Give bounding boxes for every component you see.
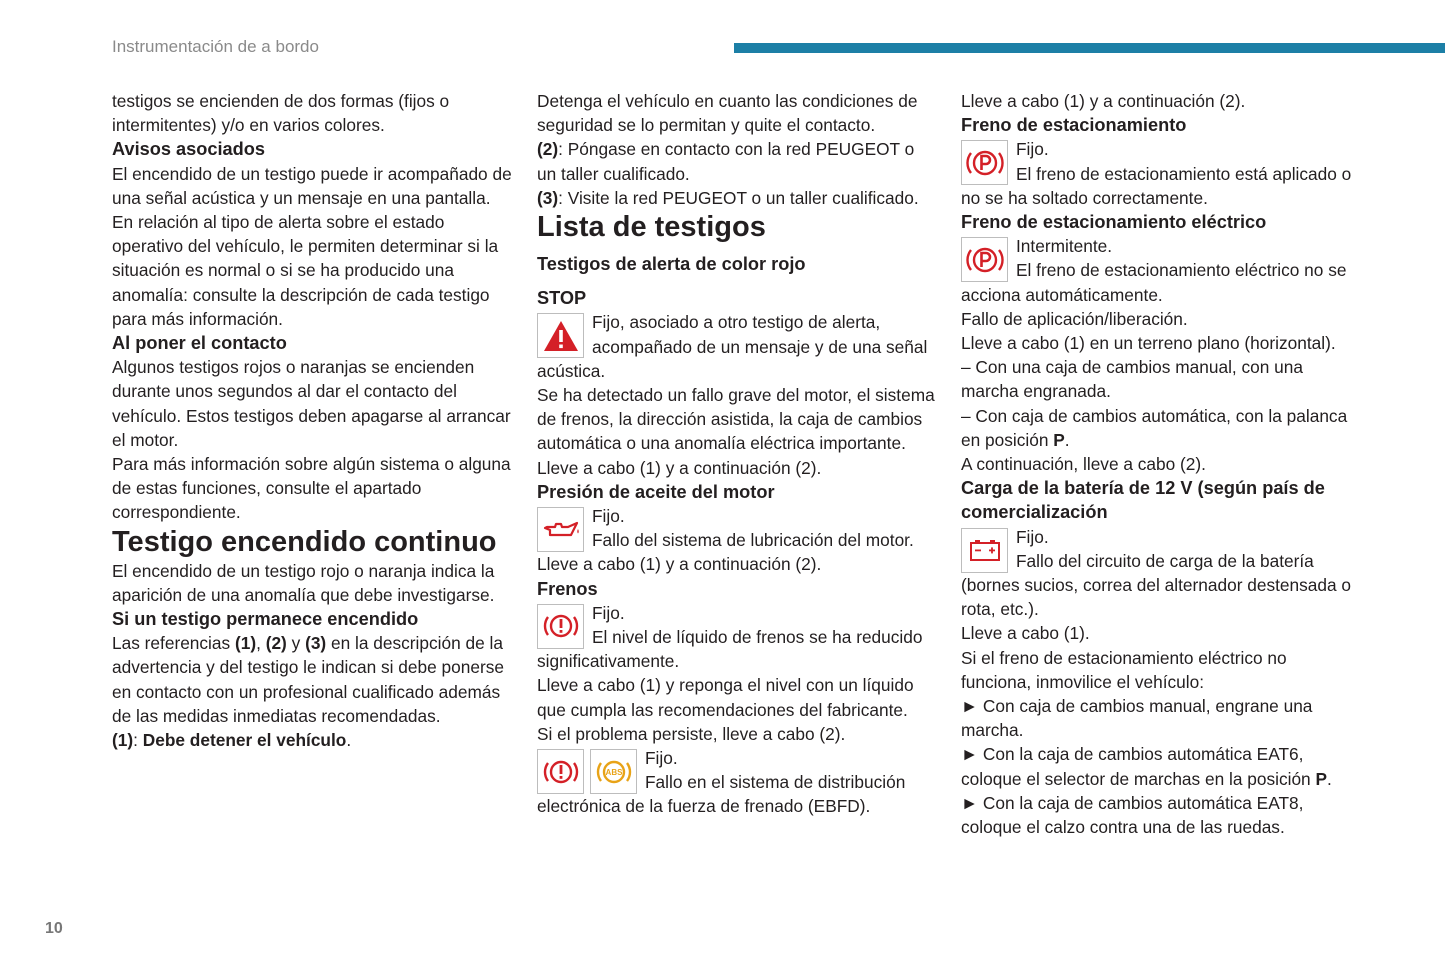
parking-brake-icon <box>961 237 1008 282</box>
paragraph: Si el freno de estacionamiento eléctrico no funciona, inmovilice el vehículo: <box>961 647 1287 692</box>
indicator-aceite <box>537 504 937 552</box>
indicator-text: Fijo, asociado a otro testigo de alerta, acompañado de un mensaje y de una señal acústica. <box>537 312 928 381</box>
indicator-text: Fijo. <box>592 602 625 623</box>
battery-icon <box>961 528 1008 573</box>
heading-freno-electrico: Freno de estacionamiento eléctrico <box>961 212 1267 233</box>
abs-label: ABS <box>605 767 622 777</box>
page-number: 10 <box>45 920 63 937</box>
indicator-freno-estacionamiento <box>961 137 1361 210</box>
paragraph: Lleve a cabo (1) y a continuación (2). <box>537 554 822 575</box>
indicator-frenos <box>537 601 937 674</box>
indicator-ebfd <box>537 746 937 819</box>
paragraph: Si el problema persiste, lleve a cabo (2). <box>537 723 846 744</box>
indicator-stop <box>537 310 937 383</box>
indicator-text: Fijo. <box>1016 526 1049 547</box>
intro-paragraph: testigos se encienden de dos formas (fijos o intermitentes) y/o en varios colores. <box>112 91 450 136</box>
running-header: Instrumentación de a bordo <box>112 37 319 56</box>
reference-item-1: (1): Debe detener el vehículo. <box>112 730 352 751</box>
indicator-text: El freno de estacionamiento está aplicado o no se ha soltado correctamente. <box>961 163 1352 208</box>
dash-item: – Con una caja de cambios manual, con una marcha engranada. <box>961 357 1304 402</box>
indicator-bateria <box>961 525 1361 622</box>
parking-brake-icon <box>961 140 1008 185</box>
heading-freno-estacionamiento: Freno de estacionamiento <box>961 115 1187 136</box>
indicator-text: Intermitente. <box>1016 236 1113 257</box>
paragraph: El encendido de un testigo rojo o naranja indica la aparición de una anomalía que debe investigarse. <box>112 560 495 605</box>
indicator-text: Fijo. <box>1016 139 1049 160</box>
column-3 <box>961 89 1361 839</box>
paragraph: Algunos testigos rojos o naranjas se encienden durante unos segundos al dar el contacto del vehículo. Estos testigos deben apagarse al arrancar el motor. <box>112 357 511 450</box>
paragraph: Para más información sobre algún sistema o alguna de estas funciones, consulte el apartado correspondiente. <box>112 454 511 523</box>
heading-permanece: Si un testigo permanece encendido <box>112 609 419 630</box>
stop-warning-icon <box>537 313 584 358</box>
abs-icon <box>590 749 637 794</box>
indicator-freno-electrico <box>961 234 1361 307</box>
reference-item-2: (2): Póngase en contacto con la red PEUGEOT o un taller cualificado. <box>537 139 915 184</box>
paragraph: Lleve a cabo (1) en un terreno plano (horizontal). <box>961 333 1336 354</box>
brake-warning-icon <box>537 749 584 794</box>
heading-contacto: Al poner el contacto <box>112 333 287 354</box>
heading-avisos: Avisos asociados <box>112 139 265 160</box>
heading-bateria: Carga de la batería de 12 V (según país de comercialización <box>961 478 1325 523</box>
bullet-item: ► Con la caja de cambios automática EAT6, coloque el selector de marchas en la posición P. <box>961 744 1332 789</box>
paragraph: Fallo de aplicación/liberación. <box>961 308 1188 329</box>
paragraph: Lleve a cabo (1) y a continuación (2). <box>537 457 822 478</box>
paragraph-referencias: Las referencias (1), (2) y (3) en la descripción de la advertencia y del testigo le indican si debe ponerse en contacto con un profesional cualificado además de las medidas inmediatas recomendadas. <box>112 633 504 726</box>
paragraph: Lleve a cabo (1) y reponga el nivel con un líquido que cumpla las recomendaciones del fabricante. <box>537 675 914 720</box>
column-2 <box>537 89 937 819</box>
bullet-item: ► Con la caja de cambios automática EAT8, coloque el calzo contra una de las ruedas. <box>961 792 1304 838</box>
heading-lista-testigos: Lista de testigos <box>537 211 766 244</box>
header-accent-bar <box>734 43 1445 53</box>
paragraph: Se ha detectado un fallo grave del motor, el sistema de frenos, la dirección asistida, la caja de cambios automática o una anomalía eléctrica importante. <box>537 385 935 454</box>
paragraph: En relación al tipo de alerta sobre el estado operativo del vehículo, le permiten determinar si la situación es normal o si se ha producido una anomalía: consulte la descripción de cada testigo para más información. <box>112 212 499 329</box>
heading-stop: STOP <box>537 288 587 309</box>
brake-warning-icon <box>537 604 584 649</box>
indicator-text: El freno de estacionamiento eléctrico no se acciona automáticamente. <box>961 260 1347 305</box>
column-1 <box>112 89 512 752</box>
bullet-item: ► Con caja de cambios manual, engrane una marcha. <box>961 696 1313 741</box>
oil-can-icon <box>537 507 584 552</box>
paragraph: Detenga el vehículo en cuanto las condiciones de seguridad se lo permitan y quite el contacto. <box>537 91 918 136</box>
heading-testigos-rojo: Testigos de alerta de color rojo <box>537 254 806 275</box>
heading-frenos: Frenos <box>537 578 598 599</box>
indicator-text: Fallo en el sistema de distribución electrónica de la fuerza de frenado (EBFD). <box>537 772 906 817</box>
paragraph: A continuación, lleve a cabo (2). <box>961 454 1206 475</box>
reference-item-3: (3): Visite la red PEUGEOT o un taller cualificado. <box>537 187 919 208</box>
paragraph: Lleve a cabo (1) y a continuación (2). <box>961 91 1246 111</box>
heading-testigo-continuo: Testigo encendido continuo <box>112 525 497 558</box>
indicator-text: El nivel de líquido de frenos se ha reducido significativamente. <box>537 627 923 672</box>
indicator-text: Fallo del sistema de lubricación del motor. <box>592 530 914 551</box>
indicator-text: Fijo. <box>592 506 625 527</box>
dash-item: – Con caja de cambios automática, con la palanca en posición P. <box>961 405 1348 450</box>
paragraph: El encendido de un testigo puede ir acompañado de una señal acústica y un mensaje en una pantalla. <box>112 163 512 208</box>
indicator-text: Fallo del circuito de carga de la batería (bornes sucios, correa del alternador destensada o rota, etc.). <box>961 550 1352 620</box>
heading-aceite: Presión de aceite del motor <box>537 481 775 502</box>
paragraph: Lleve a cabo (1). <box>961 623 1090 644</box>
indicator-text: Fijo. <box>645 748 678 769</box>
